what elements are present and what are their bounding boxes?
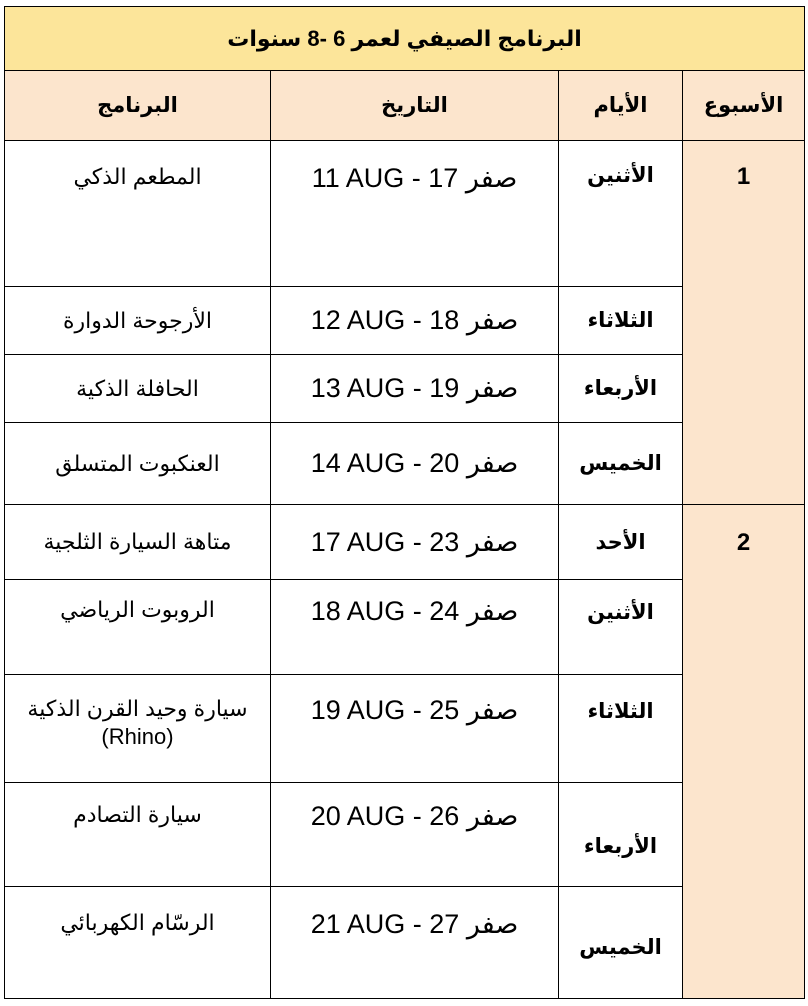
gregorian-date: 19 AUG: [310, 695, 406, 725]
day-cell: الأحد: [559, 505, 683, 580]
gregorian-date: 12 AUG: [310, 305, 406, 335]
hijri-date: صفر 19: [429, 373, 519, 403]
hijri-date: صفر 17: [428, 163, 518, 193]
day-cell: الأثنين: [559, 580, 683, 675]
day-cell: الأثنين: [559, 141, 683, 287]
date-separator: -: [405, 695, 430, 725]
date-cell: [271, 355, 559, 423]
header-row: [5, 71, 805, 141]
date-cell: [271, 141, 559, 287]
date-cell: [271, 580, 559, 675]
date-cell: [271, 675, 559, 783]
title-row: [5, 7, 805, 71]
summer-program-table: [4, 6, 805, 999]
header-week: الأسبوع: [683, 71, 805, 141]
gregorian-date: 20 AUG: [310, 801, 406, 831]
program-cell: الروبوت الرياضي: [5, 580, 271, 675]
program-cell: الرسّام الكهربائي: [5, 887, 271, 999]
gregorian-date: 14 AUG: [310, 448, 406, 478]
date-cell: [271, 887, 559, 999]
hijri-date: صفر 23: [429, 526, 519, 557]
week-number: 1: [683, 141, 805, 505]
program-cell: سيارة وحيد القرن الذكية (Rhino): [5, 675, 271, 783]
hijri-date: صفر 25: [429, 695, 519, 725]
date-separator: -: [405, 801, 430, 831]
date-cell: [271, 287, 559, 355]
gregorian-date: 18 AUG: [310, 596, 406, 626]
week-number: 2: [683, 505, 805, 999]
page-title: البرنامج الصيفي لعمر 6 -8 سنوات: [5, 7, 805, 71]
date-separator: -: [405, 373, 430, 403]
date-separator: -: [405, 448, 430, 478]
program-cell: العنكبوت المتسلق: [5, 423, 271, 505]
day-cell: الخميس: [559, 423, 683, 505]
date-cell: [271, 423, 559, 505]
date-separator: -: [405, 909, 430, 939]
header-days: الأيام: [559, 71, 683, 141]
program-cell: الحافلة الذكية: [5, 355, 271, 423]
date-cell: [271, 505, 559, 580]
program-cell: متاهة السيارة الثلجية: [5, 505, 271, 580]
day-cell: الثلاثاء: [559, 675, 683, 783]
program-cell: المطعم الذكي: [5, 141, 271, 287]
table-row: [5, 141, 805, 287]
header-program: البرنامج: [5, 71, 271, 141]
day-cell: الثلاثاء: [559, 287, 683, 355]
hijri-date: صفر 26: [429, 801, 519, 831]
hijri-date: صفر 18: [429, 305, 519, 335]
gregorian-date: 11 AUG: [311, 163, 405, 193]
day-cell: الأربعاء: [559, 783, 683, 887]
program-cell: سيارة التصادم: [5, 783, 271, 887]
date-cell: [271, 783, 559, 887]
table-row: [5, 505, 805, 580]
date-separator: -: [405, 596, 430, 626]
hijri-date: صفر 27: [429, 909, 519, 939]
day-cell: الخميس: [559, 887, 683, 999]
hijri-date: صفر 20: [429, 448, 519, 478]
date-separator: -: [405, 305, 430, 335]
gregorian-date: 13 AUG: [310, 373, 406, 403]
gregorian-date: 17 AUG: [310, 526, 406, 557]
date-separator: -: [405, 526, 430, 557]
date-separator: -: [404, 163, 429, 193]
header-date: التاريخ: [271, 71, 559, 141]
gregorian-date: 21 AUG: [310, 909, 406, 939]
program-cell: الأرجوحة الدوارة: [5, 287, 271, 355]
hijri-date: صفر 24: [429, 596, 519, 626]
day-cell: الأربعاء: [559, 355, 683, 423]
schedule-sheet: [4, 6, 804, 999]
